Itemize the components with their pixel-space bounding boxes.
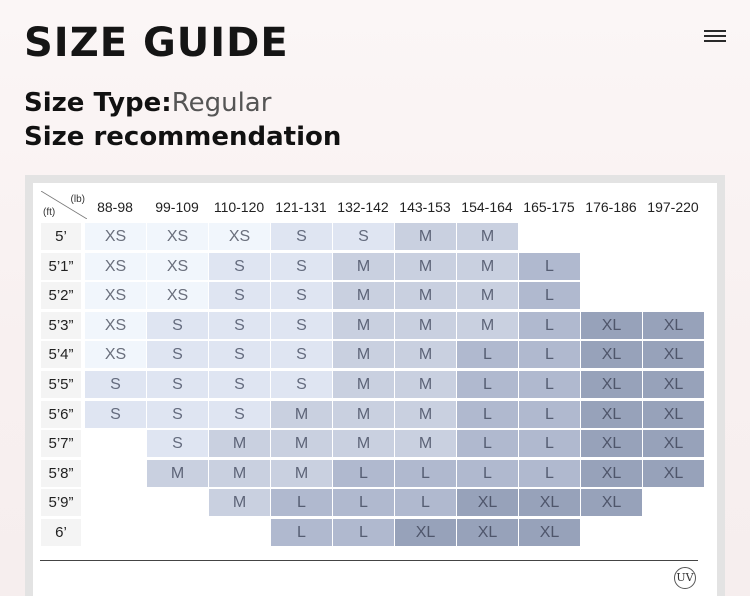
size-cell: XS (147, 223, 208, 250)
size-cell: XL (519, 489, 580, 516)
size-cell: M (395, 312, 456, 339)
size-cell: S (147, 341, 208, 368)
height-header: 5’1” (41, 253, 81, 280)
size-cell: M (209, 430, 270, 457)
weight-header: 110-120 (213, 199, 265, 215)
hamburger-menu-icon[interactable] (704, 30, 726, 44)
size-cell: L (333, 460, 394, 487)
weight-header: 88-98 (97, 199, 133, 215)
size-cell: L (333, 489, 394, 516)
size-cell: M (457, 312, 518, 339)
size-cell: XL (519, 519, 580, 546)
size-cell: XL (643, 460, 704, 487)
size-cell: L (457, 371, 518, 398)
size-cell: L (519, 282, 580, 309)
size-cell: XS (85, 341, 146, 368)
size-cell: S (333, 223, 394, 250)
size-table (33, 183, 717, 596)
size-cell: L (457, 430, 518, 457)
size-cell: S (147, 312, 208, 339)
size-cell: L (271, 489, 332, 516)
height-header: 5’8” (41, 460, 81, 487)
size-cell: XL (581, 430, 642, 457)
weight-header: 154-164 (461, 199, 513, 215)
size-cell: M (457, 253, 518, 280)
size-type-value: Regular (171, 88, 272, 118)
size-cell: S (147, 371, 208, 398)
weight-header: 99-109 (155, 199, 199, 215)
size-cell: S (271, 253, 332, 280)
size-cell: M (457, 282, 518, 309)
size-cell: S (147, 430, 208, 457)
size-cell: XL (581, 371, 642, 398)
size-cell: XS (209, 223, 270, 250)
size-cell: L (519, 341, 580, 368)
size-type-label: Size Type: (24, 88, 172, 118)
size-cell: S (85, 401, 146, 428)
size-cell: XS (85, 282, 146, 309)
size-cell: M (209, 460, 270, 487)
size-type-line (24, 88, 271, 118)
size-cell: S (209, 371, 270, 398)
height-header: 5’5” (41, 371, 81, 398)
size-cell: XL (395, 519, 456, 546)
size-cell: M (395, 253, 456, 280)
size-cell: M (271, 430, 332, 457)
size-cell: XL (581, 341, 642, 368)
size-cell: L (395, 460, 456, 487)
size-cell: M (333, 253, 394, 280)
size-cell: XL (643, 401, 704, 428)
size-cell: M (457, 223, 518, 250)
size-cell: S (209, 341, 270, 368)
height-unit-label: (ft) (43, 207, 56, 218)
brand-logo: UV (674, 567, 696, 589)
size-cell: XL (581, 460, 642, 487)
size-cell: L (519, 253, 580, 280)
size-cell: M (333, 341, 394, 368)
size-cell: S (209, 253, 270, 280)
height-header: 5’ (41, 223, 81, 250)
size-cell: S (85, 371, 146, 398)
table-divider (40, 560, 698, 561)
size-cell: M (333, 430, 394, 457)
size-cell: M (395, 282, 456, 309)
size-cell: XS (85, 253, 146, 280)
size-cell: L (519, 460, 580, 487)
size-cell: XL (457, 519, 518, 546)
size-recommendation-heading: Size recommendation (24, 122, 342, 152)
size-cell: L (333, 519, 394, 546)
size-cell: XS (85, 312, 146, 339)
size-cell: S (209, 312, 270, 339)
height-header: 5’3” (41, 312, 81, 339)
weight-header: 165-175 (523, 199, 575, 215)
size-cell: L (519, 312, 580, 339)
size-cell: S (271, 312, 332, 339)
size-cell: L (271, 519, 332, 546)
size-cell: M (333, 282, 394, 309)
size-cell: S (271, 282, 332, 309)
height-header: 6’ (41, 519, 81, 546)
size-cell: M (333, 312, 394, 339)
size-cell: S (147, 401, 208, 428)
size-cell: XL (581, 489, 642, 516)
size-cell: M (271, 401, 332, 428)
size-cell: S (271, 371, 332, 398)
size-cell: S (271, 223, 332, 250)
height-header: 5’4” (41, 341, 81, 368)
size-cell: L (519, 430, 580, 457)
weight-header: 132-142 (337, 199, 389, 215)
weight-unit-label: (lb) (70, 194, 85, 205)
size-cell: XS (85, 223, 146, 250)
weight-header: 143-153 (399, 199, 451, 215)
weight-header: 121-131 (275, 199, 327, 215)
size-cell: M (395, 430, 456, 457)
table-corner (41, 191, 87, 219)
size-cell: XL (643, 341, 704, 368)
size-cell: M (333, 401, 394, 428)
size-cell: L (457, 401, 518, 428)
size-cell: M (395, 223, 456, 250)
size-cell: L (457, 460, 518, 487)
size-cell: XL (457, 489, 518, 516)
height-header: 5’9” (41, 489, 81, 516)
size-cell: XL (643, 371, 704, 398)
size-cell: XS (147, 253, 208, 280)
size-cell: L (519, 401, 580, 428)
size-cell: L (395, 489, 456, 516)
height-header: 5’6” (41, 401, 81, 428)
weight-header: 176-186 (585, 199, 637, 215)
size-cell: XS (147, 282, 208, 309)
size-cell: XL (643, 430, 704, 457)
size-cell: XL (643, 312, 704, 339)
height-header: 5’7” (41, 430, 81, 457)
size-cell: XL (581, 312, 642, 339)
page-title: SIZE GUIDE (24, 20, 289, 66)
size-cell: M (333, 371, 394, 398)
size-cell: M (209, 489, 270, 516)
size-cell: M (147, 460, 208, 487)
size-cell: S (209, 282, 270, 309)
size-table-frame (25, 175, 725, 596)
size-cell: S (209, 401, 270, 428)
size-cell: M (271, 460, 332, 487)
size-cell: M (395, 341, 456, 368)
height-header: 5’2” (41, 282, 81, 309)
size-cell: M (395, 371, 456, 398)
size-cell: S (271, 341, 332, 368)
size-cell: L (519, 371, 580, 398)
size-cell: XL (581, 401, 642, 428)
size-cell: M (395, 401, 456, 428)
size-cell: L (457, 341, 518, 368)
weight-header: 197-220 (647, 199, 699, 215)
